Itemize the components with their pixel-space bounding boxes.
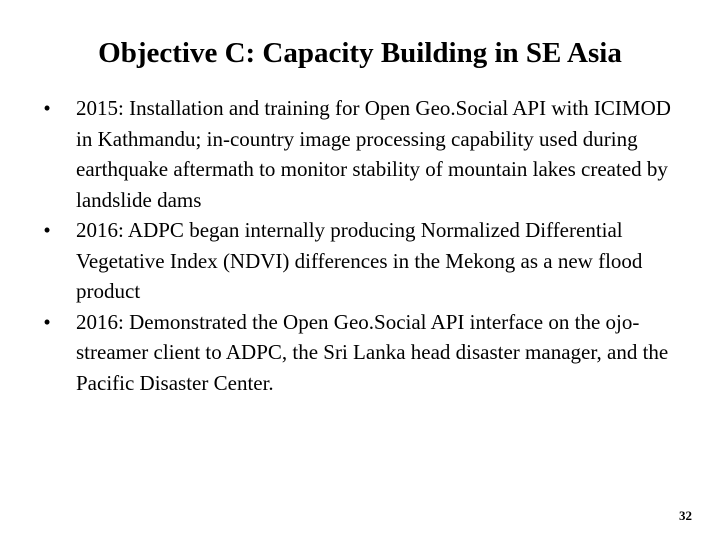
- bullet-dot: •: [43, 96, 51, 120]
- bullet-dot: •: [43, 309, 51, 334]
- page-number: 32: [679, 508, 692, 523]
- bullet-dot: •: [43, 218, 51, 242]
- bullet-text: 2016: Demonstrated the Open Geo.Social API interface on the ojo-streamer client to ADPC, the Sri Lanka head disaster manager, and the Pacific Disaster Center.: [76, 309, 669, 395]
- bullet-item: [37, 215, 687, 307]
- slide-title: Objective C: Capacity Building in SE Asia: [98, 37, 622, 69]
- bullet-text: 2016: ADPC began internally producing Normalized Differential Vegetative Index (NDVI) differences in the Mekong as a new flood product: [76, 218, 643, 303]
- bullet-item: [37, 307, 687, 399]
- bullet-text: 2015: Installation and training for Open Geo.Social API with ICIMOD in Kathmandu; in-country image processing capability used during earthquake aftermath to monitor stability of mountain lakes created by landslide dams: [76, 96, 671, 212]
- bullet-item: [37, 93, 687, 215]
- bullet-list: [37, 93, 687, 398]
